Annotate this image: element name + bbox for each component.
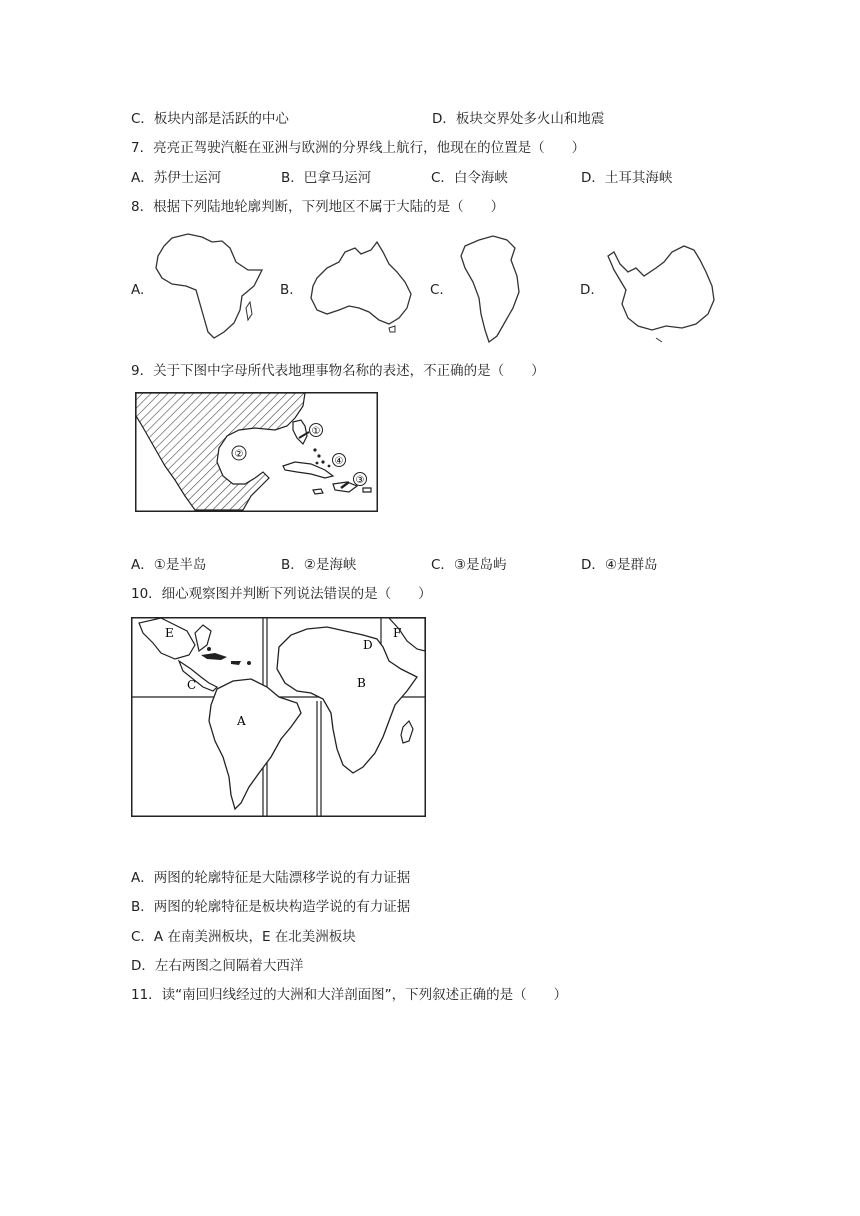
greenland-outline-figure: [455, 232, 535, 347]
map-letter-c: C: [187, 678, 197, 692]
map-letter-b: B: [357, 676, 366, 690]
q7-option-b: B．巴拿马运河: [281, 170, 372, 186]
mark-3: ③: [355, 475, 365, 486]
q11-stem: 11．读“南回归线经过的大洲和大洋剖面图”，下列叙述正确的是（ ）: [131, 987, 568, 1003]
q9-stem: 9．关于下图中字母所代表地理事物名称的表述，不正确的是（ ）: [131, 363, 545, 379]
q10-option-a: A．两图的轮廓特征是大陆漂移学说的有力证据: [131, 870, 411, 886]
q8-stem: 8．根据下列陆地轮廓判断，下列地区不属于大陆的是（ ）: [131, 199, 505, 215]
caribbean-map-figure: [135, 392, 378, 512]
q9-option-c: C．③是岛屿: [431, 557, 507, 573]
antarctica-outline-figure: [600, 238, 725, 348]
q8-label-c: C.: [430, 282, 444, 298]
continent-fit-map-figure: [131, 617, 426, 817]
q10-option-b: B．两图的轮廓特征是板块构造学说的有力证据: [131, 899, 411, 915]
q6-option-c: C．板块内部是活跃的中心: [131, 111, 289, 127]
q7-option-a: A．苏伊士运河: [131, 170, 222, 186]
map-letter-d: D: [363, 638, 373, 652]
q9-option-a: A．①是半岛: [131, 557, 207, 573]
q7-option-d: D．土耳其海峡: [581, 170, 673, 186]
q10-stem: 10．细心观察图并判断下列说法错误的是（ ）: [131, 586, 432, 602]
q9-option-d: D．④是群岛: [581, 557, 658, 573]
q8-label-a: A.: [131, 282, 145, 298]
q6-option-d: D．板块交界处多火山和地震: [432, 111, 605, 127]
q7-option-c: C．白令海峡: [431, 170, 508, 186]
q9-option-b: B．②是海峡: [281, 557, 357, 573]
q10-option-d: D．左右两图之间隔着大西洋: [131, 958, 304, 974]
map-letter-f: F: [393, 626, 402, 640]
q10-option-c: C．A 在南美洲板块，E 在北美洲板块: [131, 929, 356, 945]
map-letter-e: E: [165, 626, 174, 640]
mark-2: ②: [234, 449, 244, 460]
q8-label-d: D.: [580, 282, 595, 298]
africa-outline-figure: [150, 228, 270, 343]
australia-outline-figure: [305, 238, 420, 333]
mark-4: ④: [334, 456, 344, 467]
q7-stem: 7．亮亮正驾驶汽艇在亚洲与欧洲的分界线上航行，他现在的位置是（ ）: [131, 140, 586, 156]
mark-1: ①: [311, 426, 321, 437]
q8-label-b: B.: [280, 282, 294, 298]
map-letter-a: A: [237, 714, 246, 728]
